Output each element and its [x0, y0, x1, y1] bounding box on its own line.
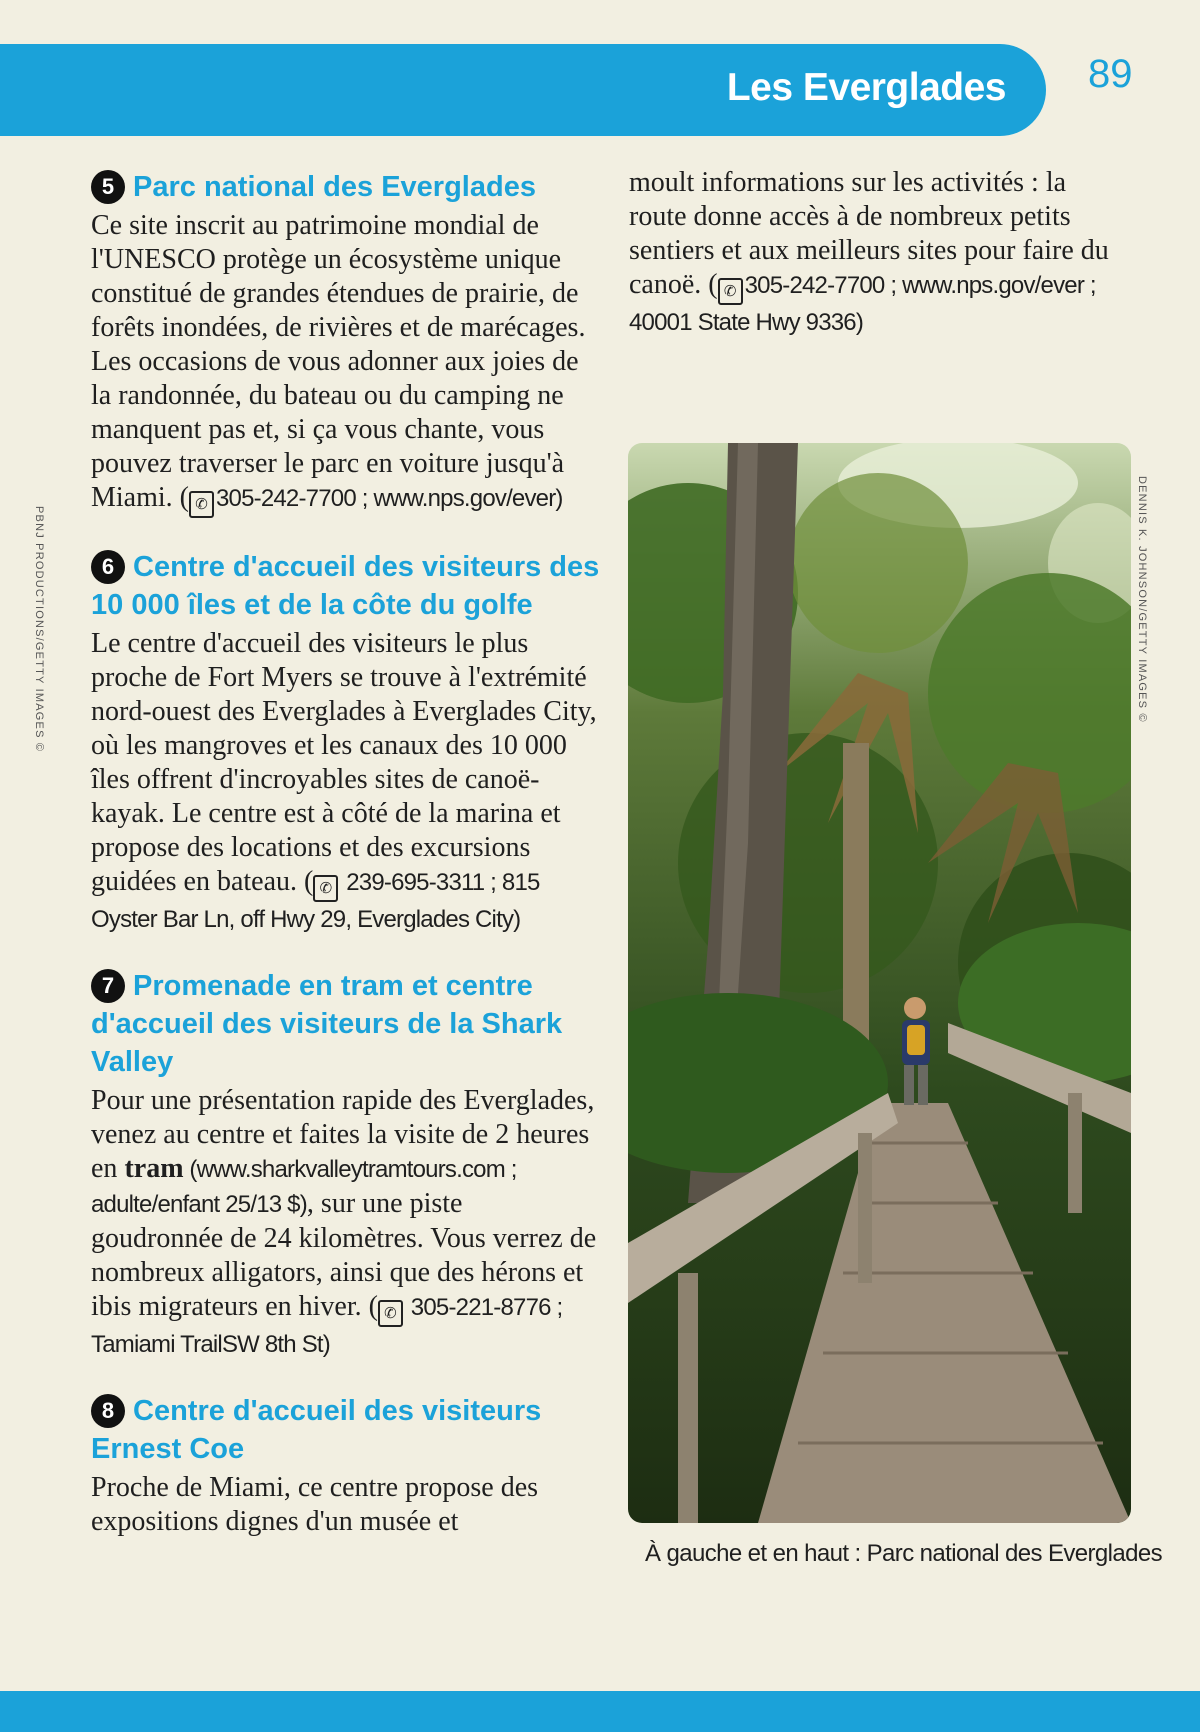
number-7-icon: 7: [91, 969, 125, 1003]
entry-description: Proche de Miami, ce centre propose des expositions dignes d'un musée et: [91, 1472, 539, 1537]
header-bar: [0, 44, 1046, 136]
entry-description: [91, 209, 601, 518]
entry-title: Parc national des Everglades: [133, 171, 536, 203]
footer-bar: [0, 1691, 1200, 1732]
continuation-body: moult informations sur les activités : la route donne accès à de nombreux petits sentiers et aux meilleurs sites pour faire du canoë. (: [629, 167, 1109, 300]
continuation-text: [629, 166, 1129, 340]
number-5-icon: 5: [91, 170, 125, 204]
entry-text: Ce site inscrit au patrimoine mondial de l'UNESCO protège un écosystème unique constitué de grandes étendues de prairie, de forêts inondées, de rivières et de marécages. Les occasions de vous adonner aux joies de la randonnée, du bateau ou du camping ne manquent pas et, si ça vous chante, vous pouvez traverser le parc en voiture jusqu'à Miami. (: [91, 210, 586, 513]
entry-title: Centre d'accueil des visiteurs des 10 000 îles et de la côte du golfe: [91, 551, 600, 621]
entry-info: 305-242-7700 ; www.nps.gov/ever): [216, 485, 563, 512]
phone-icon: ✆: [313, 875, 338, 902]
left-column: [91, 168, 601, 1569]
right-column: [629, 166, 1129, 340]
continuation-info: 305-242-7700 ; www.nps.gov/ever ; 40001 State Hwy 9336): [629, 272, 1096, 336]
tram-keyword: tram: [124, 1153, 184, 1184]
entry-text-continued: , sur une piste goudronnée de 24 kilomètres. Vous verrez de nombreux alligators, ainsi que des hérons et ibis migrateurs en hiver. (: [91, 1188, 597, 1322]
entry-text: Pour une présentation rapide des Everglades, venez au centre et faites la visite de 2 heures en: [91, 1085, 595, 1184]
entry-heading: [91, 548, 601, 624]
entry-title: Promenade en tram et centre d'accueil des visiteurs de la Shark Valley: [91, 970, 563, 1078]
photo-caption: À gauche et en haut : Parc national des Everglades: [645, 1540, 1163, 1567]
entry-ernest-coe: [91, 1392, 601, 1539]
tram-info: (www.sharkvalleytramtours.com ; adulte/enfant 25/13 $): [91, 1156, 517, 1218]
page-number: 89: [1088, 52, 1133, 96]
entry-heading: [91, 967, 601, 1081]
entry-description: [91, 1084, 601, 1362]
everglades-boardwalk-photo: [628, 443, 1131, 1523]
photo-credit-left: PBNJ PRODUCTIONS/GETTY IMAGES ©: [33, 506, 45, 753]
entry-heading: [91, 168, 601, 206]
number-6-icon: 6: [91, 550, 125, 584]
photo-credit-right: DENNIS K. JOHNSON/GETTY IMAGES ©: [1136, 476, 1148, 723]
entry-info: 305-221-8776 ; Tamiami TrailSW 8th St): [91, 1294, 563, 1358]
phone-icon: ✆: [718, 278, 743, 305]
phone-icon: ✆: [378, 1300, 403, 1327]
entry-centre-10000-iles: [91, 548, 601, 937]
entry-text: Le centre d'accueil des visiteurs le plus proche de Fort Myers se trouve à l'extrémité nord-ouest des Everglades à Everglades City, où les mangroves et les canaux des 10 000 îles offrent d'incroyables sites de canoë-kayak. Le centre est à côté de la marina et propose des locations et des excursions guidées en bateau. (: [91, 628, 597, 897]
entry-info: 239-695-3311 ; 815 Oyster Bar Ln, off Hwy 29, Everglades City): [91, 869, 540, 933]
entry-parc-national: [91, 168, 601, 518]
entry-shark-valley: [91, 967, 601, 1362]
entry-description: [91, 627, 601, 937]
entry-heading: [91, 1392, 601, 1468]
number-8-icon: 8: [91, 1394, 125, 1428]
entry-title: Centre d'accueil des visiteurs Ernest Coe: [91, 1395, 542, 1465]
phone-icon: ✆: [189, 491, 214, 518]
page-title: Les Everglades: [726, 66, 1006, 109]
